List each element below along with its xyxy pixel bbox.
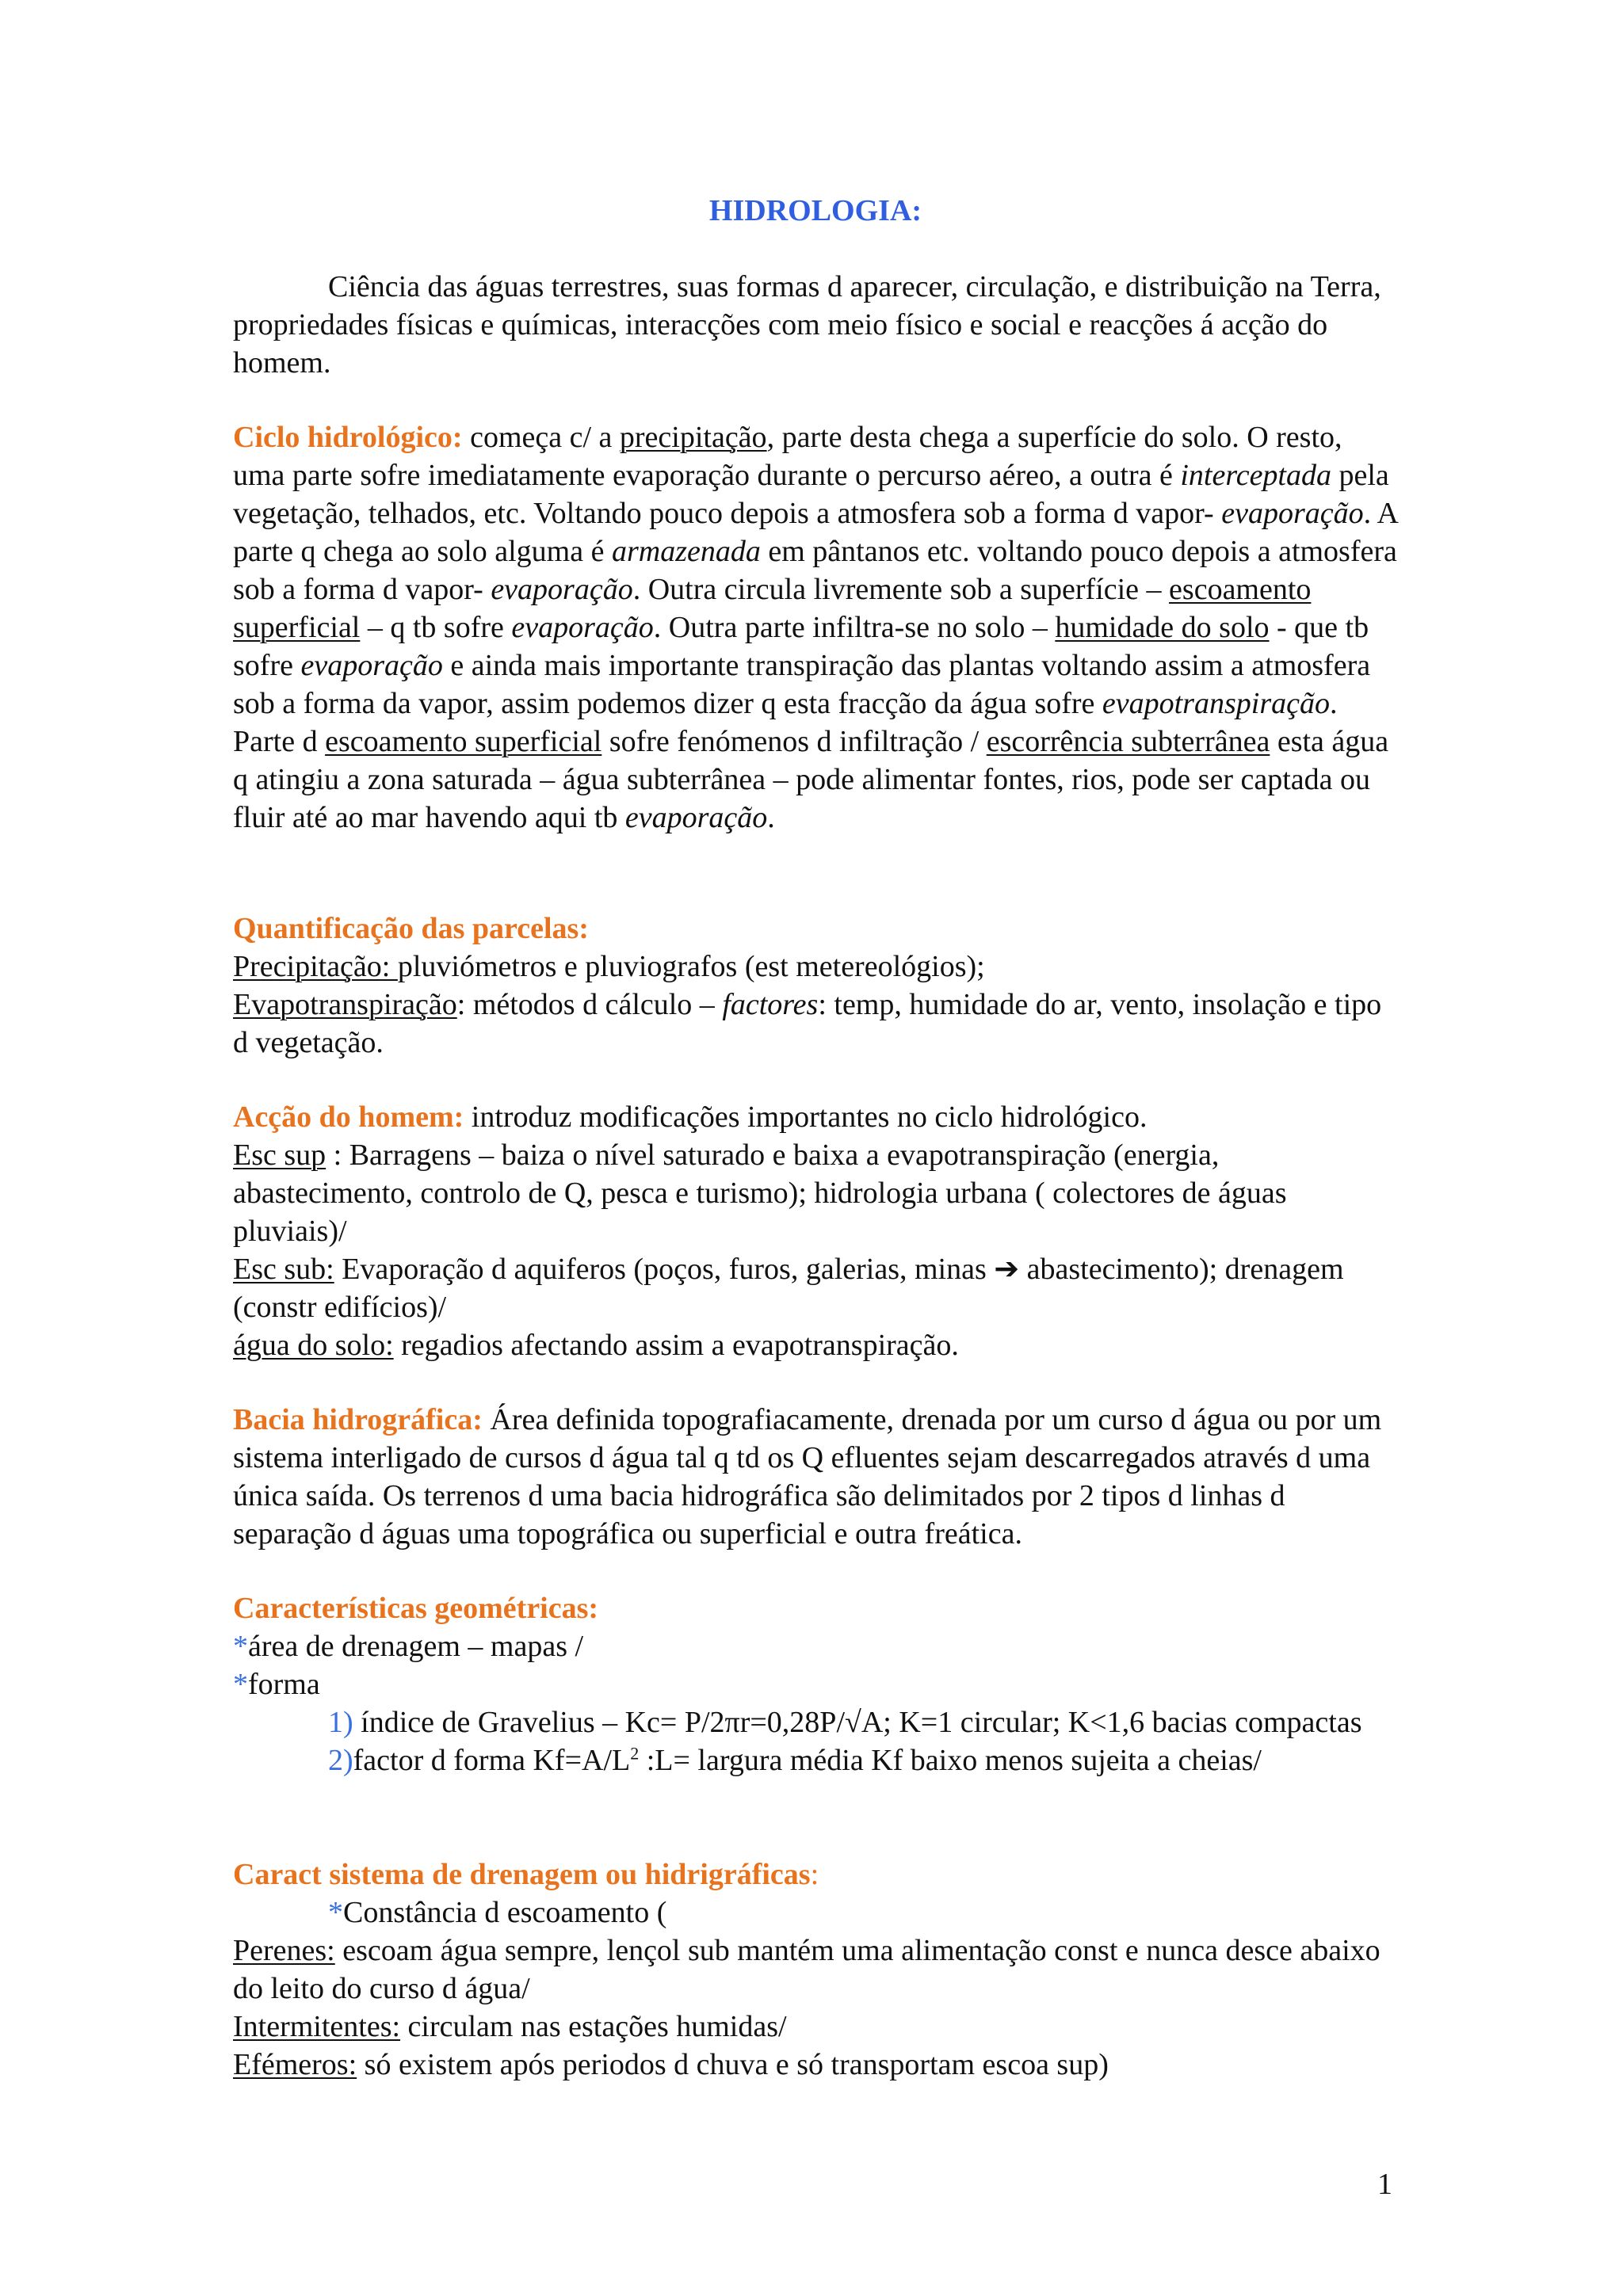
- bacia-paragraph: [233, 1401, 1398, 1553]
- page-title: HIDROLOGIA:: [708, 194, 922, 227]
- intro-paragraph: Ciência das águas terrestres, suas formas d aparecer, circulação, e distribuição na Terra, propriedades físicas e químicas, interacções com meio físico e social e reacções á acção do homem.: [233, 270, 1381, 379]
- italic-term: factores: [722, 988, 819, 1021]
- underlined-term: Evapotranspiração: [233, 988, 457, 1021]
- text-run: começa c/ a: [462, 421, 620, 454]
- bullet-star: *: [328, 1896, 343, 1929]
- underlined-term: humidade do solo: [1055, 611, 1270, 644]
- text-run: pela vegetação, telhados, etc. Voltando pouco depois a atmosfera sob a forma d vapor-: [233, 459, 1389, 530]
- text-run: circulam nas estações humidas/: [400, 2010, 787, 2043]
- drenagem-line-2: [233, 1932, 1398, 2008]
- ciclo-section: [233, 418, 1398, 837]
- text-run: Parte d: [233, 725, 326, 758]
- list-number: 1): [328, 1706, 353, 1739]
- quant-heading: [233, 910, 1398, 948]
- text-run: só existem após periodos d chuva e só transportam escoa sup): [357, 2048, 1109, 2081]
- drenagem-line-4: [233, 2046, 1398, 2084]
- underlined-term: precipitação: [619, 421, 767, 454]
- drenagem-line-1: [233, 1894, 1398, 1932]
- text-run: e ainda mais importante transpiração das plantas voltando assim a atmosfera sob a forma da vapor, assim podemos dizer q esta fracção da água sofre: [233, 649, 1371, 720]
- geo-section: [233, 1589, 1398, 1779]
- text-run: regadios afectando assim a evapotranspiração.: [393, 1329, 959, 1362]
- quant-section: [233, 910, 1398, 1062]
- page-number: 1: [1377, 2168, 1392, 2201]
- underlined-term: escoamento superficial: [233, 573, 1312, 644]
- drenagem-line-3: [233, 2008, 1398, 2046]
- intro-section: [233, 268, 1398, 382]
- text-run: , parte desta chega a superfície do solo. O resto, uma parte sofre imediatamente evaporação durante o percurso aéreo, a outra é: [233, 421, 1342, 492]
- geo-line-1: [233, 1627, 1398, 1665]
- italic-term: evaporação: [624, 801, 768, 834]
- drenagem-section: [233, 1855, 1398, 2084]
- underlined-term: água do solo:: [233, 1329, 394, 1362]
- text-run: abastecimento); drenagem (constr edifícios)/: [233, 1253, 1344, 1324]
- section-heading: Acção do homem:: [233, 1100, 464, 1134]
- section-heading: Quantificação das parcelas:: [233, 912, 589, 945]
- text-run: : temp, humidade do ar, vento, insolação e tipo d vegetação.: [233, 988, 1382, 1059]
- text-run: sofre fenómenos d infiltração /: [601, 725, 987, 758]
- geo-line-4: [233, 1741, 1398, 1779]
- arrow-icon: ➔: [994, 1253, 1020, 1286]
- italic-term: evapotranspiração: [1102, 687, 1330, 720]
- accao-line-3: [233, 1326, 1398, 1364]
- text-run: - que tb sofre: [233, 611, 1369, 682]
- text-run: . Outra circula livremente sob a superfície –: [632, 573, 1170, 606]
- text-run: introduz modificações importantes no ciclo hidrológico.: [464, 1100, 1148, 1134]
- text-run: forma: [248, 1668, 320, 1701]
- list-number: 2): [328, 1744, 353, 1777]
- italic-term: evaporação: [511, 611, 654, 644]
- text-run: : métodos d cálculo –: [456, 988, 723, 1021]
- italic-term: interceptada: [1180, 459, 1331, 492]
- geo-heading: [233, 1589, 1398, 1627]
- italic-term: evaporação: [491, 573, 633, 606]
- ciclo-paragraph-2: [233, 723, 1398, 837]
- quant-line-2: [233, 986, 1398, 1062]
- underlined-term: Efémeros:: [233, 2048, 357, 2081]
- italic-term: evaporação: [1221, 497, 1364, 530]
- text-run: . Outra parte infiltra-se no solo –: [653, 611, 1056, 644]
- superscript: 2: [630, 1743, 640, 1764]
- underlined-term: Esc sup: [233, 1138, 327, 1172]
- bullet-star: *: [233, 1630, 248, 1663]
- text-run: em pântanos etc. voltando pouco depois a atmosfera sob a forma d vapor-: [233, 535, 1397, 606]
- text-run: Evaporação d aquiferos (poços, furos, galerias, minas: [334, 1253, 995, 1286]
- text-run: escoam água sempre, lençol sub mantém uma alimentação const e nunca desce abaixo do leito do curso d água/: [233, 1934, 1381, 2005]
- text-run: – q tb sofre: [360, 611, 512, 644]
- underlined-term: Precipitação:: [233, 950, 398, 983]
- underlined-term: Perenes:: [233, 1934, 335, 1967]
- accao-section: [233, 1098, 1398, 1364]
- accao-line-1: [233, 1136, 1398, 1250]
- drenagem-heading: [233, 1855, 1398, 1894]
- bacia-section: [233, 1401, 1398, 1553]
- bullet-star: *: [233, 1668, 248, 1701]
- heading-colon: :: [810, 1858, 819, 1891]
- accao-intro: [233, 1098, 1398, 1136]
- underlined-term: Esc sub:: [233, 1253, 334, 1286]
- text-run: Área definida topografiacamente, drenada por um curso d água ou por um sistema interligado de cursos d água tal q td os Q efluentes sejam descarregados através d uma única saída. Os terrenos d uma bacia hidrográfica são delimitados por 2 tipos d linhas d separação d águas uma topográfica ou superficial e outra freática.: [233, 1403, 1382, 1550]
- text-run: : Barragens – baiza o nível saturado e baixa a evapotranspiração (energia, abastecimento, controlo de Q, pesca e turismo); hidrologia urbana ( colectores de águas pluviais)/: [233, 1138, 1287, 1248]
- text-run: esta água q atingiu a zona saturada – água subterrânea – pode alimentar fontes, rios, pode ser captada ou fluir até ao mar havendo aqui tb: [233, 725, 1389, 834]
- quant-line-1: [233, 948, 1398, 986]
- text-run: :L= largura média Kf baixo menos sujeita a cheias/: [639, 1744, 1262, 1777]
- text-run: factor d forma Kf=A/L: [353, 1744, 631, 1777]
- text-run: área de drenagem – mapas /: [248, 1630, 584, 1663]
- text-run: índice de Gravelius – Kc= P/2πr=0,28P/√A; K=1 circular; K<1,6 bacias compactas: [353, 1706, 1362, 1739]
- section-heading: Características geométricas:: [233, 1592, 599, 1625]
- text-run: .: [1329, 687, 1338, 720]
- text-run: .: [767, 801, 775, 834]
- section-heading: Bacia hidrográfica:: [233, 1403, 483, 1436]
- text-run: Constância d escoamento (: [343, 1896, 667, 1929]
- ciclo-heading: Ciclo hidrológico:: [233, 421, 463, 454]
- text-run: . A parte q chega ao solo alguma é: [233, 497, 1397, 568]
- underlined-term: escoamento superficial: [325, 725, 602, 758]
- italic-term: armazenada: [611, 535, 761, 568]
- geo-line-2: [233, 1665, 1398, 1703]
- accao-line-2: [233, 1250, 1398, 1326]
- section-heading: Caract sistema de drenagem ou hidrigráficas: [233, 1858, 811, 1891]
- underlined-term: Intermitentes:: [233, 2010, 401, 2043]
- geo-line-3: [233, 1703, 1398, 1741]
- italic-term: evaporação: [300, 649, 443, 682]
- ciclo-paragraph: [233, 418, 1398, 723]
- text-run: pluviómetros e pluviografos (est metereológios);: [397, 950, 985, 983]
- underlined-term: escorrência subterrânea: [986, 725, 1270, 758]
